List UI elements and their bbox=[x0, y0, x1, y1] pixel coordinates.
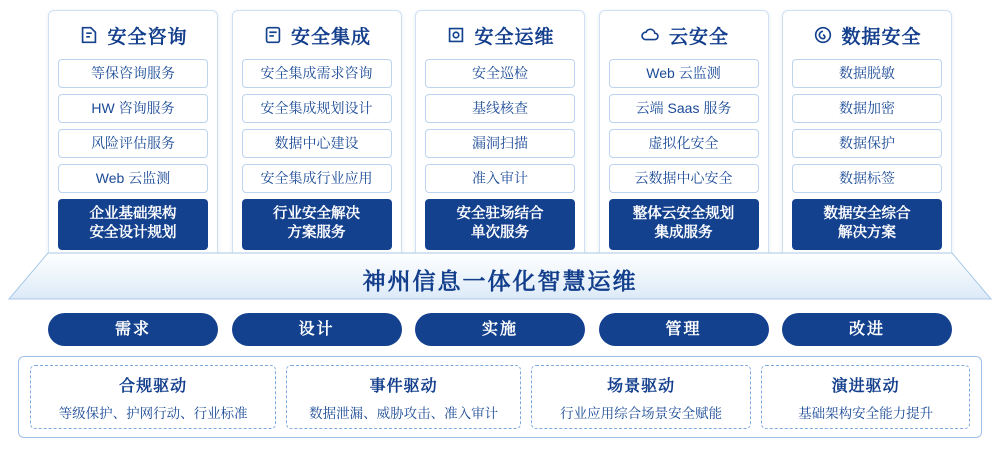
pill-management[interactable]: 管理 bbox=[599, 313, 769, 346]
column-footer-line1: 企业基础架构 bbox=[89, 206, 177, 222]
list-item[interactable]: 安全巡检 bbox=[425, 59, 575, 88]
column-footer-line2: 安全设计规划 bbox=[89, 225, 177, 241]
pill-requirement[interactable]: 需求 bbox=[48, 313, 218, 346]
list-item[interactable]: 准入审计 bbox=[425, 164, 575, 193]
column-title: 云安全 bbox=[668, 26, 729, 48]
list-item[interactable]: 数据脱敏 bbox=[792, 59, 942, 88]
process-pills bbox=[48, 313, 952, 346]
driver-scenario bbox=[531, 365, 752, 429]
column-header bbox=[425, 21, 575, 49]
column-cloud-security bbox=[599, 10, 769, 261]
column-footer-line2: 集成服务 bbox=[654, 225, 713, 241]
column-footer bbox=[609, 199, 759, 250]
column-security-consulting bbox=[48, 10, 218, 261]
driver-compliance bbox=[30, 365, 276, 429]
driver-subtitle: 行业应用综合场景安全赋能 bbox=[560, 405, 723, 421]
column-footer-line2: 方案服务 bbox=[287, 225, 346, 241]
column-footer bbox=[58, 199, 208, 250]
column-security-operations bbox=[415, 10, 585, 261]
list-item[interactable]: Web 云监测 bbox=[609, 59, 759, 88]
list-item[interactable]: Web 云监测 bbox=[58, 164, 208, 193]
data-security-icon bbox=[812, 24, 834, 46]
service-columns bbox=[48, 10, 952, 261]
list-item[interactable]: 漏洞扫描 bbox=[425, 129, 575, 158]
list-item[interactable]: 风险评估服务 bbox=[58, 129, 208, 158]
column-title: 安全运维 bbox=[474, 26, 555, 48]
list-item[interactable]: 云端 Saas 服务 bbox=[609, 94, 759, 123]
list-item[interactable]: 安全集成行业应用 bbox=[242, 164, 392, 193]
pill-improvement[interactable]: 改进 bbox=[782, 313, 952, 346]
list-item[interactable]: HW 咨询服务 bbox=[58, 94, 208, 123]
list-item[interactable]: 数据标签 bbox=[792, 164, 942, 193]
list-item[interactable]: 数据加密 bbox=[792, 94, 942, 123]
integration-icon bbox=[262, 24, 284, 46]
driver-title: 合规驱动 bbox=[119, 377, 188, 395]
column-footer-line1: 数据安全综合 bbox=[823, 206, 911, 222]
column-security-integration bbox=[232, 10, 402, 261]
list-item[interactable]: 等保咨询服务 bbox=[58, 59, 208, 88]
column-data-security bbox=[782, 10, 952, 261]
platform-banner bbox=[8, 252, 992, 300]
driver-subtitle: 数据泄漏、威胁攻击、准入审计 bbox=[309, 405, 499, 421]
driver-subtitle: 基础架构安全能力提升 bbox=[798, 405, 934, 421]
column-header bbox=[58, 21, 208, 49]
driver-incident bbox=[286, 365, 520, 429]
pill-design[interactable]: 设计 bbox=[232, 313, 402, 346]
column-footer bbox=[242, 199, 392, 250]
column-footer-line2: 解决方案 bbox=[838, 225, 896, 241]
list-item[interactable]: 云数据中心安全 bbox=[609, 164, 759, 193]
list-item[interactable]: 虚拟化安全 bbox=[609, 129, 759, 158]
column-footer-line1: 行业安全解决 bbox=[273, 206, 360, 222]
operation-icon bbox=[445, 24, 467, 46]
pill-implementation[interactable]: 实施 bbox=[415, 313, 585, 346]
driver-title: 演进驱动 bbox=[831, 377, 900, 395]
column-footer-line1: 安全驻场结合 bbox=[456, 206, 544, 222]
column-footer-line1: 整体云安全规划 bbox=[632, 206, 735, 222]
list-item[interactable]: 数据中心建设 bbox=[242, 129, 392, 158]
driver-title: 场景驱动 bbox=[607, 377, 676, 395]
list-item[interactable]: 基线核查 bbox=[425, 94, 575, 123]
cloud-icon bbox=[638, 24, 662, 46]
column-header bbox=[792, 21, 942, 49]
column-header bbox=[609, 21, 759, 49]
list-item[interactable]: 安全集成规划设计 bbox=[242, 94, 392, 123]
list-item[interactable]: 安全集成需求咨询 bbox=[242, 59, 392, 88]
column-title: 安全集成 bbox=[290, 26, 371, 48]
drivers-container bbox=[18, 356, 982, 438]
column-title: 安全咨询 bbox=[107, 26, 188, 48]
column-title: 数据安全 bbox=[841, 26, 922, 48]
column-footer bbox=[792, 199, 942, 250]
driver-title: 事件驱动 bbox=[369, 377, 438, 395]
column-header bbox=[242, 21, 392, 49]
driver-evolution bbox=[761, 365, 970, 429]
shield-consult-icon bbox=[78, 24, 100, 46]
driver-subtitle: 等级保护、护网行动、行业标准 bbox=[58, 405, 248, 421]
column-footer bbox=[425, 199, 575, 250]
column-footer-line2: 单次服务 bbox=[471, 225, 529, 241]
list-item[interactable]: 数据保护 bbox=[792, 129, 942, 158]
banner-title: 神州信息一体化智慧运维 bbox=[362, 268, 638, 294]
